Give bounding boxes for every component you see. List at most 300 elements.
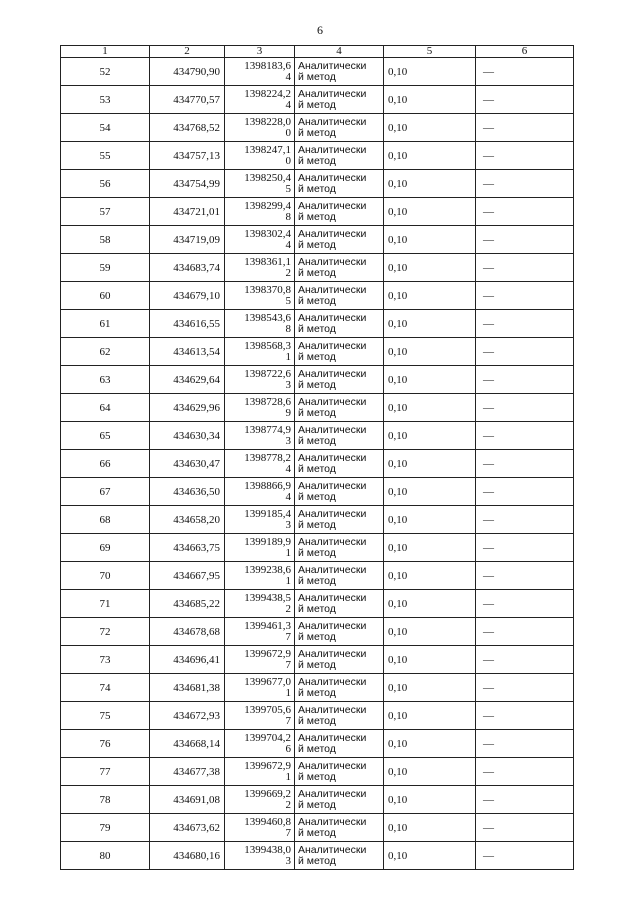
method-line-1: Аналитически xyxy=(298,87,367,100)
header-row xyxy=(61,46,574,58)
y-coordinate-line-1: 1398250,4 xyxy=(244,171,291,184)
y-coordinate-cell xyxy=(225,758,295,786)
method-line-1: Аналитически xyxy=(298,563,367,576)
description-cell: — xyxy=(476,310,574,338)
point-number-cell: 61 xyxy=(61,310,150,338)
method-cell xyxy=(295,114,384,142)
point-number-cell: 69 xyxy=(61,534,150,562)
method-line-2: й метод xyxy=(298,630,336,643)
y-coordinate-line-1: 1399669,2 xyxy=(244,787,291,800)
table-row xyxy=(61,310,574,338)
method-line-2: й метод xyxy=(298,574,336,587)
table-row xyxy=(61,646,574,674)
table-row xyxy=(61,86,574,114)
y-coordinate-line-2: 4 xyxy=(285,98,291,111)
table-row xyxy=(61,114,574,142)
x-coordinate-cell: 434680,16 xyxy=(150,842,225,870)
y-coordinate-cell xyxy=(225,786,295,814)
point-number-cell: 63 xyxy=(61,366,150,394)
method-cell xyxy=(295,394,384,422)
accuracy-cell: 0,10 xyxy=(384,142,476,170)
accuracy-cell: 0,10 xyxy=(384,254,476,282)
table-row xyxy=(61,226,574,254)
x-coordinate-cell: 434721,01 xyxy=(150,198,225,226)
y-coordinate-line-1: 1399238,6 xyxy=(244,563,291,576)
y-coordinate-line-2: 7 xyxy=(285,630,291,643)
method-line-1: Аналитически xyxy=(298,339,367,352)
point-number-cell: 71 xyxy=(61,590,150,618)
method-line-2: й метод xyxy=(298,406,336,419)
y-coordinate-line-2: 1 xyxy=(285,770,291,783)
y-coordinate-cell xyxy=(225,590,295,618)
table-row xyxy=(61,786,574,814)
y-coordinate-cell xyxy=(225,814,295,842)
method-line-1: Аналитически xyxy=(298,675,367,688)
y-coordinate-line-2: 1 xyxy=(285,350,291,363)
y-coordinate-cell xyxy=(225,86,295,114)
method-cell xyxy=(295,450,384,478)
method-line-1: Аналитически xyxy=(298,451,367,464)
point-number-cell: 66 xyxy=(61,450,150,478)
method-cell xyxy=(295,86,384,114)
method-line-1: Аналитически xyxy=(298,703,367,716)
method-line-2: й метод xyxy=(298,518,336,531)
method-line-2: й метод xyxy=(298,826,336,839)
method-cell xyxy=(295,758,384,786)
y-coordinate-line-1: 1398778,2 xyxy=(244,451,291,464)
y-coordinate-line-1: 1398543,6 xyxy=(244,311,291,324)
accuracy-cell: 0,10 xyxy=(384,450,476,478)
table-row xyxy=(61,450,574,478)
description-cell: — xyxy=(476,814,574,842)
y-coordinate-line-2: 4 xyxy=(285,490,291,503)
method-line-2: й метод xyxy=(298,714,336,727)
y-coordinate-cell xyxy=(225,198,295,226)
y-coordinate-line-2: 1 xyxy=(285,546,291,559)
point-number-cell: 67 xyxy=(61,478,150,506)
header-cell-3: 3 xyxy=(225,46,295,58)
method-line-2: й метод xyxy=(298,742,336,755)
description-cell: — xyxy=(476,646,574,674)
point-number-cell: 72 xyxy=(61,618,150,646)
point-number-cell: 64 xyxy=(61,394,150,422)
y-coordinate-line-2: 1 xyxy=(285,686,291,699)
accuracy-cell: 0,10 xyxy=(384,282,476,310)
description-cell: — xyxy=(476,254,574,282)
description-cell: — xyxy=(476,394,574,422)
method-line-1: Аналитически xyxy=(298,59,367,72)
accuracy-cell: 0,10 xyxy=(384,338,476,366)
x-coordinate-cell: 434616,55 xyxy=(150,310,225,338)
method-line-2: й метод xyxy=(298,350,336,363)
point-number-cell: 78 xyxy=(61,786,150,814)
accuracy-cell: 0,10 xyxy=(384,702,476,730)
method-line-1: Аналитически xyxy=(298,283,367,296)
method-cell xyxy=(295,730,384,758)
table-row xyxy=(61,842,574,870)
y-coordinate-line-2: 5 xyxy=(285,294,291,307)
description-cell: — xyxy=(476,282,574,310)
point-number-cell: 77 xyxy=(61,758,150,786)
table-body xyxy=(61,58,574,870)
method-cell xyxy=(295,142,384,170)
y-coordinate-cell xyxy=(225,646,295,674)
x-coordinate-cell: 434630,34 xyxy=(150,422,225,450)
method-line-2: й метод xyxy=(298,546,336,559)
table-row xyxy=(61,142,574,170)
x-coordinate-cell: 434663,75 xyxy=(150,534,225,562)
method-line-2: й метод xyxy=(298,686,336,699)
accuracy-cell: 0,10 xyxy=(384,310,476,338)
method-line-2: й метод xyxy=(298,378,336,391)
description-cell: — xyxy=(476,534,574,562)
accuracy-cell: 0,10 xyxy=(384,422,476,450)
method-cell xyxy=(295,478,384,506)
y-coordinate-cell xyxy=(225,114,295,142)
method-line-1: Аналитически xyxy=(298,227,367,240)
y-coordinate-cell xyxy=(225,702,295,730)
method-line-1: Аналитически xyxy=(298,115,367,128)
x-coordinate-cell: 434768,52 xyxy=(150,114,225,142)
method-cell xyxy=(295,58,384,86)
point-number-cell: 56 xyxy=(61,170,150,198)
y-coordinate-line-1: 1399438,0 xyxy=(244,843,291,856)
table-row xyxy=(61,618,574,646)
y-coordinate-line-1: 1398866,9 xyxy=(244,479,291,492)
method-line-2: й метод xyxy=(298,490,336,503)
accuracy-cell: 0,10 xyxy=(384,842,476,870)
description-cell: — xyxy=(476,58,574,86)
y-coordinate-cell xyxy=(225,142,295,170)
method-line-1: Аналитически xyxy=(298,143,367,156)
table-row xyxy=(61,170,574,198)
x-coordinate-cell: 434770,57 xyxy=(150,86,225,114)
method-cell xyxy=(295,338,384,366)
x-coordinate-cell: 434757,13 xyxy=(150,142,225,170)
point-number-cell: 53 xyxy=(61,86,150,114)
x-coordinate-cell: 434667,95 xyxy=(150,562,225,590)
method-line-2: й метод xyxy=(298,210,336,223)
description-cell: — xyxy=(476,366,574,394)
method-line-2: й метод xyxy=(298,658,336,671)
table-row xyxy=(61,730,574,758)
method-line-1: Аналитически xyxy=(298,535,367,548)
table-row xyxy=(61,422,574,450)
accuracy-cell: 0,10 xyxy=(384,506,476,534)
header-cell-1: 1 xyxy=(61,46,150,58)
table-row xyxy=(61,198,574,226)
point-number-cell: 60 xyxy=(61,282,150,310)
description-cell: — xyxy=(476,142,574,170)
method-line-2: й метод xyxy=(298,126,336,139)
description-cell: — xyxy=(476,226,574,254)
method-line-1: Аналитически xyxy=(298,591,367,604)
accuracy-cell: 0,10 xyxy=(384,198,476,226)
method-cell xyxy=(295,590,384,618)
page-number: 6 xyxy=(317,23,323,37)
y-coordinate-cell xyxy=(225,730,295,758)
method-cell xyxy=(295,254,384,282)
y-coordinate-cell xyxy=(225,282,295,310)
method-cell xyxy=(295,422,384,450)
header-cell-6: 6 xyxy=(476,46,574,58)
y-coordinate-line-2: 4 xyxy=(285,238,291,251)
y-coordinate-line-1: 1399705,6 xyxy=(244,703,291,716)
y-coordinate-line-1: 1398299,4 xyxy=(244,199,291,212)
table-header xyxy=(61,46,574,58)
table-row xyxy=(61,562,574,590)
x-coordinate-cell: 434630,47 xyxy=(150,450,225,478)
y-coordinate-line-1: 1398224,2 xyxy=(244,87,291,100)
method-line-1: Аналитически xyxy=(298,423,367,436)
y-coordinate-cell xyxy=(225,254,295,282)
x-coordinate-cell: 434629,96 xyxy=(150,394,225,422)
table-row xyxy=(61,254,574,282)
method-line-1: Аналитически xyxy=(298,843,367,856)
description-cell: — xyxy=(476,674,574,702)
y-coordinate-line-1: 1399461,3 xyxy=(244,619,291,632)
method-line-1: Аналитически xyxy=(298,647,367,660)
y-coordinate-line-1: 1398247,1 xyxy=(244,143,291,156)
method-cell xyxy=(295,282,384,310)
description-cell: — xyxy=(476,618,574,646)
y-coordinate-line-1: 1398568,3 xyxy=(244,339,291,352)
accuracy-cell: 0,10 xyxy=(384,114,476,142)
y-coordinate-line-2: 0 xyxy=(285,154,291,167)
accuracy-cell: 0,10 xyxy=(384,814,476,842)
method-line-2: й метод xyxy=(298,154,336,167)
y-coordinate-line-2: 3 xyxy=(285,518,291,531)
accuracy-cell: 0,10 xyxy=(384,618,476,646)
y-coordinate-line-2: 7 xyxy=(285,826,291,839)
description-cell: — xyxy=(476,114,574,142)
method-cell xyxy=(295,366,384,394)
method-line-2: й метод xyxy=(298,854,336,867)
y-coordinate-line-1: 1399672,9 xyxy=(244,759,291,772)
method-line-1: Аналитически xyxy=(298,619,367,632)
table-row xyxy=(61,338,574,366)
y-coordinate-line-2: 7 xyxy=(285,714,291,727)
y-coordinate-line-2: 8 xyxy=(285,210,291,223)
y-coordinate-line-1: 1399438,5 xyxy=(244,591,291,604)
y-coordinate-line-2: 5 xyxy=(285,182,291,195)
y-coordinate-line-1: 1398774,9 xyxy=(244,423,291,436)
table-row xyxy=(61,674,574,702)
point-number-cell: 59 xyxy=(61,254,150,282)
y-coordinate-cell xyxy=(225,618,295,646)
point-number-cell: 73 xyxy=(61,646,150,674)
y-coordinate-line-1: 1398302,4 xyxy=(244,227,291,240)
method-line-2: й метод xyxy=(298,238,336,251)
point-number-cell: 58 xyxy=(61,226,150,254)
y-coordinate-line-2: 8 xyxy=(285,322,291,335)
method-line-2: й метод xyxy=(298,98,336,111)
method-line-1: Аналитически xyxy=(298,255,367,268)
accuracy-cell: 0,10 xyxy=(384,786,476,814)
table-row xyxy=(61,814,574,842)
method-line-1: Аналитически xyxy=(298,759,367,772)
y-coordinate-cell xyxy=(225,310,295,338)
y-coordinate-line-1: 1398228,0 xyxy=(244,115,291,128)
x-coordinate-cell: 434679,10 xyxy=(150,282,225,310)
method-line-1: Аналитически xyxy=(298,787,367,800)
method-line-2: й метод xyxy=(298,182,336,195)
accuracy-cell: 0,10 xyxy=(384,590,476,618)
method-cell xyxy=(295,674,384,702)
method-cell xyxy=(295,646,384,674)
point-number-cell: 70 xyxy=(61,562,150,590)
method-cell xyxy=(295,786,384,814)
y-coordinate-cell xyxy=(225,562,295,590)
method-cell xyxy=(295,562,384,590)
x-coordinate-cell: 434790,90 xyxy=(150,58,225,86)
y-coordinate-line-2: 2 xyxy=(285,798,291,811)
method-cell xyxy=(295,226,384,254)
y-coordinate-cell xyxy=(225,170,295,198)
description-cell: — xyxy=(476,450,574,478)
accuracy-cell: 0,10 xyxy=(384,758,476,786)
x-coordinate-cell: 434683,74 xyxy=(150,254,225,282)
x-coordinate-cell: 434636,50 xyxy=(150,478,225,506)
y-coordinate-line-2: 7 xyxy=(285,658,291,671)
point-number-cell: 79 xyxy=(61,814,150,842)
x-coordinate-cell: 434613,54 xyxy=(150,338,225,366)
table-row xyxy=(61,58,574,86)
y-coordinate-cell xyxy=(225,58,295,86)
y-coordinate-line-2: 0 xyxy=(285,126,291,139)
description-cell: — xyxy=(476,86,574,114)
x-coordinate-cell: 434677,38 xyxy=(150,758,225,786)
y-coordinate-line-1: 1398728,6 xyxy=(244,395,291,408)
y-coordinate-line-1: 1398183,6 xyxy=(244,59,291,72)
x-coordinate-cell: 434754,99 xyxy=(150,170,225,198)
accuracy-cell: 0,10 xyxy=(384,534,476,562)
method-line-1: Аналитически xyxy=(298,731,367,744)
method-cell xyxy=(295,702,384,730)
header-cell-5: 5 xyxy=(384,46,476,58)
x-coordinate-cell: 434685,22 xyxy=(150,590,225,618)
description-cell: — xyxy=(476,338,574,366)
method-cell xyxy=(295,198,384,226)
description-cell: — xyxy=(476,506,574,534)
description-cell: — xyxy=(476,702,574,730)
method-line-2: й метод xyxy=(298,434,336,447)
accuracy-cell: 0,10 xyxy=(384,58,476,86)
y-coordinate-cell xyxy=(225,394,295,422)
x-coordinate-cell: 434691,08 xyxy=(150,786,225,814)
description-cell: — xyxy=(476,198,574,226)
point-number-cell: 75 xyxy=(61,702,150,730)
point-number-cell: 54 xyxy=(61,114,150,142)
method-cell xyxy=(295,842,384,870)
y-coordinate-line-2: 3 xyxy=(285,378,291,391)
description-cell: — xyxy=(476,170,574,198)
accuracy-cell: 0,10 xyxy=(384,646,476,674)
method-cell xyxy=(295,534,384,562)
y-coordinate-line-1: 1399677,0 xyxy=(244,675,291,688)
x-coordinate-cell: 434681,38 xyxy=(150,674,225,702)
table-row xyxy=(61,282,574,310)
description-cell: — xyxy=(476,842,574,870)
point-number-cell: 55 xyxy=(61,142,150,170)
header-cell-2: 2 xyxy=(150,46,225,58)
description-cell: — xyxy=(476,478,574,506)
y-coordinate-line-2: 4 xyxy=(285,462,291,475)
method-line-2: й метод xyxy=(298,294,336,307)
y-coordinate-line-2: 1 xyxy=(285,574,291,587)
x-coordinate-cell: 434668,14 xyxy=(150,730,225,758)
x-coordinate-cell: 434629,64 xyxy=(150,366,225,394)
x-coordinate-cell: 434672,93 xyxy=(150,702,225,730)
x-coordinate-cell: 434673,62 xyxy=(150,814,225,842)
y-coordinate-line-2: 9 xyxy=(285,406,291,419)
accuracy-cell: 0,10 xyxy=(384,674,476,702)
y-coordinate-line-1: 1399460,8 xyxy=(244,815,291,828)
method-line-2: й метод xyxy=(298,770,336,783)
table-row xyxy=(61,478,574,506)
point-number-cell: 57 xyxy=(61,198,150,226)
description-cell: — xyxy=(476,422,574,450)
y-coordinate-cell xyxy=(225,450,295,478)
table-row xyxy=(61,758,574,786)
y-coordinate-line-1: 1399672,9 xyxy=(244,647,291,660)
method-cell xyxy=(295,170,384,198)
method-line-2: й метод xyxy=(298,70,336,83)
table-row xyxy=(61,534,574,562)
x-coordinate-cell: 434678,68 xyxy=(150,618,225,646)
y-coordinate-line-2: 2 xyxy=(285,266,291,279)
accuracy-cell: 0,10 xyxy=(384,478,476,506)
method-line-2: й метод xyxy=(298,602,336,615)
method-cell xyxy=(295,618,384,646)
accuracy-cell: 0,10 xyxy=(384,562,476,590)
header-cell-4: 4 xyxy=(295,46,384,58)
table-row xyxy=(61,366,574,394)
y-coordinate-cell xyxy=(225,506,295,534)
description-cell: — xyxy=(476,590,574,618)
table-row xyxy=(61,394,574,422)
point-number-cell: 52 xyxy=(61,58,150,86)
method-line-1: Аналитически xyxy=(298,367,367,380)
method-line-2: й метод xyxy=(298,322,336,335)
method-line-1: Аналитически xyxy=(298,507,367,520)
point-number-cell: 65 xyxy=(61,422,150,450)
y-coordinate-cell xyxy=(225,338,295,366)
y-coordinate-line-1: 1398370,8 xyxy=(244,283,291,296)
y-coordinate-line-2: 3 xyxy=(285,434,291,447)
description-cell: — xyxy=(476,562,574,590)
method-line-1: Аналитически xyxy=(298,311,367,324)
accuracy-cell: 0,10 xyxy=(384,366,476,394)
method-line-1: Аналитически xyxy=(298,479,367,492)
point-number-cell: 68 xyxy=(61,506,150,534)
y-coordinate-line-1: 1399704,2 xyxy=(244,731,291,744)
accuracy-cell: 0,10 xyxy=(384,394,476,422)
point-number-cell: 62 xyxy=(61,338,150,366)
description-cell: — xyxy=(476,758,574,786)
description-cell: — xyxy=(476,786,574,814)
method-cell xyxy=(295,814,384,842)
method-cell xyxy=(295,506,384,534)
y-coordinate-line-2: 3 xyxy=(285,854,291,867)
accuracy-cell: 0,10 xyxy=(384,730,476,758)
table-row xyxy=(61,702,574,730)
table-row xyxy=(61,590,574,618)
x-coordinate-cell: 434719,09 xyxy=(150,226,225,254)
y-coordinate-cell xyxy=(225,674,295,702)
method-line-2: й метод xyxy=(298,266,336,279)
point-number-cell: 76 xyxy=(61,730,150,758)
